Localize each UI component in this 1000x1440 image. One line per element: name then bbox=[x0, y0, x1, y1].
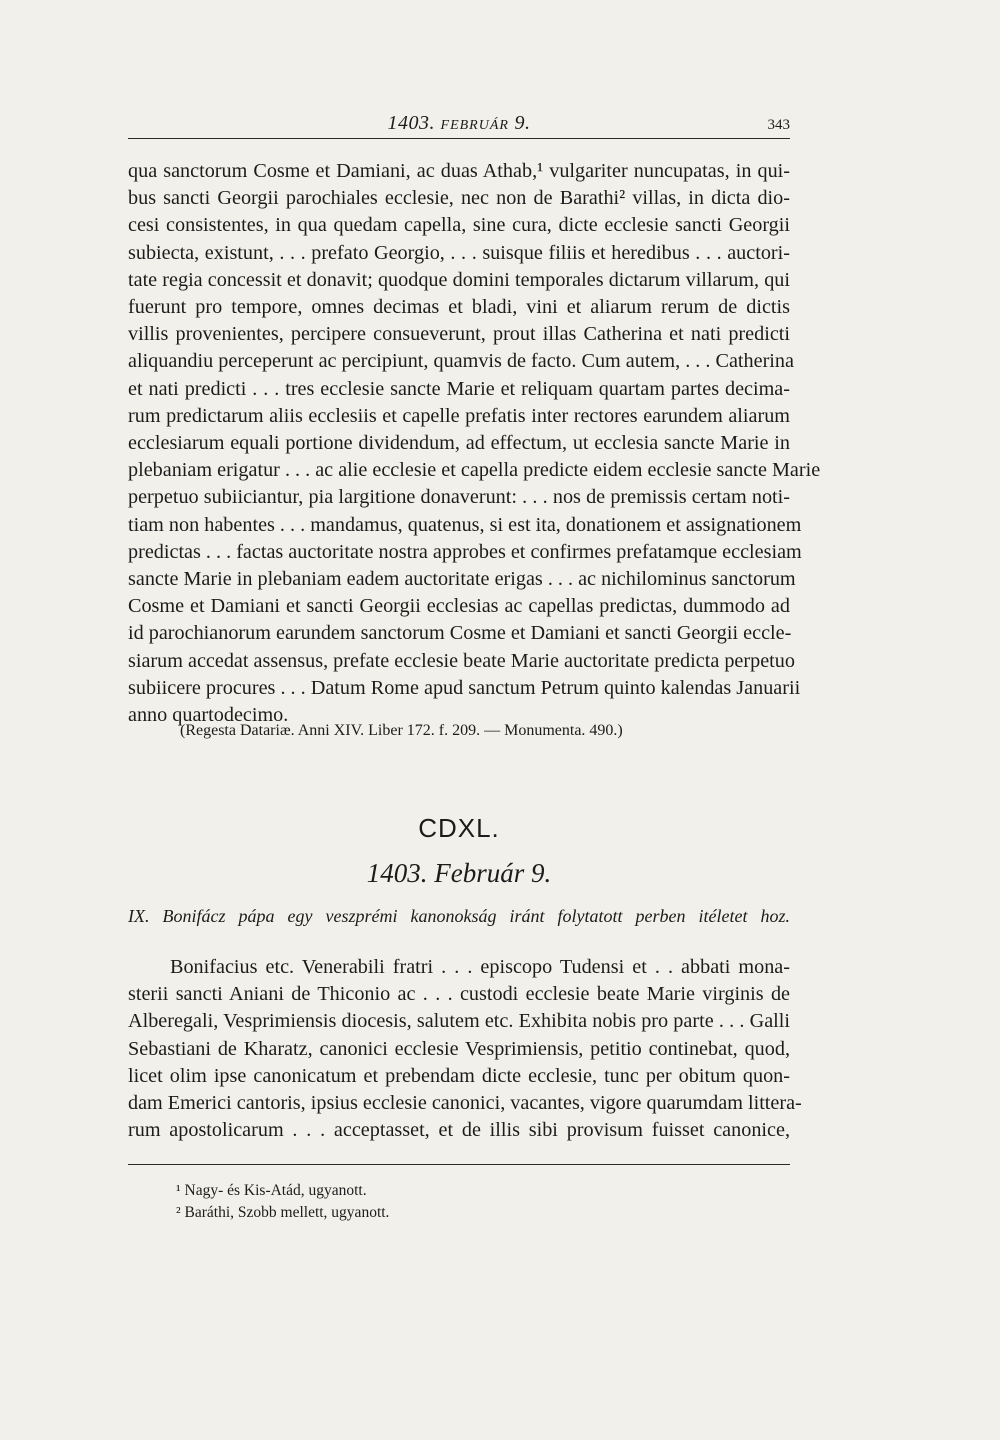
document-summary: IX. Bonifácz pápa egy veszprémi kanonokság iránt folytatott perben itéletet hoz. bbox=[128, 906, 790, 926]
text-line: licet olim ipse canonicatum et prebendam dicte ecclesie, tunc per obitum quon- bbox=[128, 1064, 790, 1087]
running-head-year: 1403. bbox=[387, 112, 436, 134]
text-line: Bonifacius etc. Venerabili fratri . . . episcopo Tudensi et . . abbati mona- bbox=[170, 956, 790, 978]
text-line: tate regia concessit et donavit; quodque domini temporales dictarum villarum, qui bbox=[128, 268, 790, 291]
text-line: subiicere procures . . . Datum Rome apud sanctum Petrum quinto kalendas Januarii bbox=[128, 676, 801, 699]
page-number: 343 bbox=[767, 117, 790, 133]
text-line: perpetuo subiiciantur, pia largitione donaverunt: . . . nos de premissis certam noti- bbox=[128, 486, 790, 509]
header-rule bbox=[128, 138, 790, 139]
footnote-1: ¹ Nagy- és Kis-Atád, ugyanott. bbox=[176, 1182, 367, 1199]
text-line: plebaniam erigatur . . . ac alie ecclesie et capella predicte eidem ecclesie sancte Marie bbox=[128, 459, 821, 482]
text-line: et nati predicti . . . tres ecclesie sancte Marie et reliquam quartam partes decima- bbox=[128, 377, 790, 400]
text-line: fuerunt pro tempore, omnes decimas et bladi, vini et aliarum rerum de dictis bbox=[128, 296, 790, 319]
text-line: subiecta, existunt, . . . prefato Georgio, . . . suisque filiis et heredibus . . . auctori- bbox=[128, 241, 790, 264]
document-number: CDXL. bbox=[418, 813, 500, 843]
footnote-2: ² Baráthi, Szobb mellett, ugyanott. bbox=[176, 1204, 390, 1221]
running-head-title bbox=[128, 112, 790, 135]
text-line: sterii sancti Aniani de Thiconio ac . . . custodi ecclesie beate Marie virginis de bbox=[128, 983, 790, 1006]
text-line: predictas . . . factas auctoritate nostra approbes et confirmes prefatamque ecclesiam bbox=[128, 540, 802, 563]
document-date: 1403. Február 9. bbox=[366, 858, 552, 888]
text-line: cesi consistentes, in qua quedam capella, sine cura, dicte ecclesie sancti Georgii bbox=[128, 214, 790, 237]
text-line: sancte Marie in plebaniam eadem auctoritate erigas . . . ac nichilominus sanctorum bbox=[128, 568, 796, 591]
paragraph-continued bbox=[128, 158, 821, 729]
running-head bbox=[128, 112, 790, 138]
text-line: rum apostolicarum . . . acceptasset, et de illis sibi provisum fuisset canonice, bbox=[128, 1119, 790, 1142]
text-line: id parochianorum earundem sanctorum Cosme et Damiani et sancti Georgii eccle- bbox=[128, 622, 792, 645]
running-head-month: FEBRUÁR bbox=[440, 118, 509, 133]
text-line: tiam non habentes . . . mandamus, quatenus, si est ita, donationem et assignationem bbox=[128, 513, 802, 536]
footnote-rule bbox=[128, 1164, 790, 1165]
text-line: rum predictarum aliis ecclesiis et capelle prefatis inter rectores earundem aliarum bbox=[128, 404, 790, 427]
paragraph-new-document bbox=[128, 954, 802, 1144]
source-citation: (Regesta Datariæ. Anni XIV. Liber 172. f. 209. — Monumenta. 490.) bbox=[180, 722, 623, 739]
text-line: qua sanctorum Cosme et Damiani, ac duas Athab,¹ vulgariter nuncupatas, in qui- bbox=[128, 160, 790, 182]
text-line: Cosme et Damiani et sancti Georgii ecclesias ac capellas predictas, dummodo ad bbox=[128, 595, 790, 618]
text-line: Sebastiani de Kharatz, canonici ecclesie Vesprimiensis, petitio continebat, quod, bbox=[128, 1037, 790, 1060]
running-head-day: 9. bbox=[514, 112, 531, 134]
footnotes bbox=[176, 1180, 389, 1224]
text-line: dam Emerici cantoris, ipsius ecclesie canonici, vacantes, vigore quarumdam littera- bbox=[128, 1092, 802, 1115]
text-line: Alberegali, Vesprimiensis diocesis, salutem etc. Exhibita nobis pro parte . . . Galli bbox=[128, 1010, 790, 1033]
text-line: siarum accedat assensus, prefate ecclesie beate Marie auctoritate predicta perpetuo bbox=[128, 649, 795, 672]
text-line: bus sancti Georgii parochiales ecclesie, nec non de Barathi² villas, in dicta dio- bbox=[128, 187, 790, 210]
text-line: villis provenientes, percipere consueverunt, prout illas Catherina et nati predicti bbox=[128, 323, 790, 346]
text-line: anno quartodecimo. bbox=[128, 704, 289, 727]
text-line: aliquandiu perceperunt ac percipiunt, quamvis de facto. Cum autem, . . . Catherina bbox=[128, 350, 794, 373]
text-line: ecclesiarum equali portione dividendum, ad effectum, ut ecclesia sancte Marie in bbox=[128, 432, 790, 455]
